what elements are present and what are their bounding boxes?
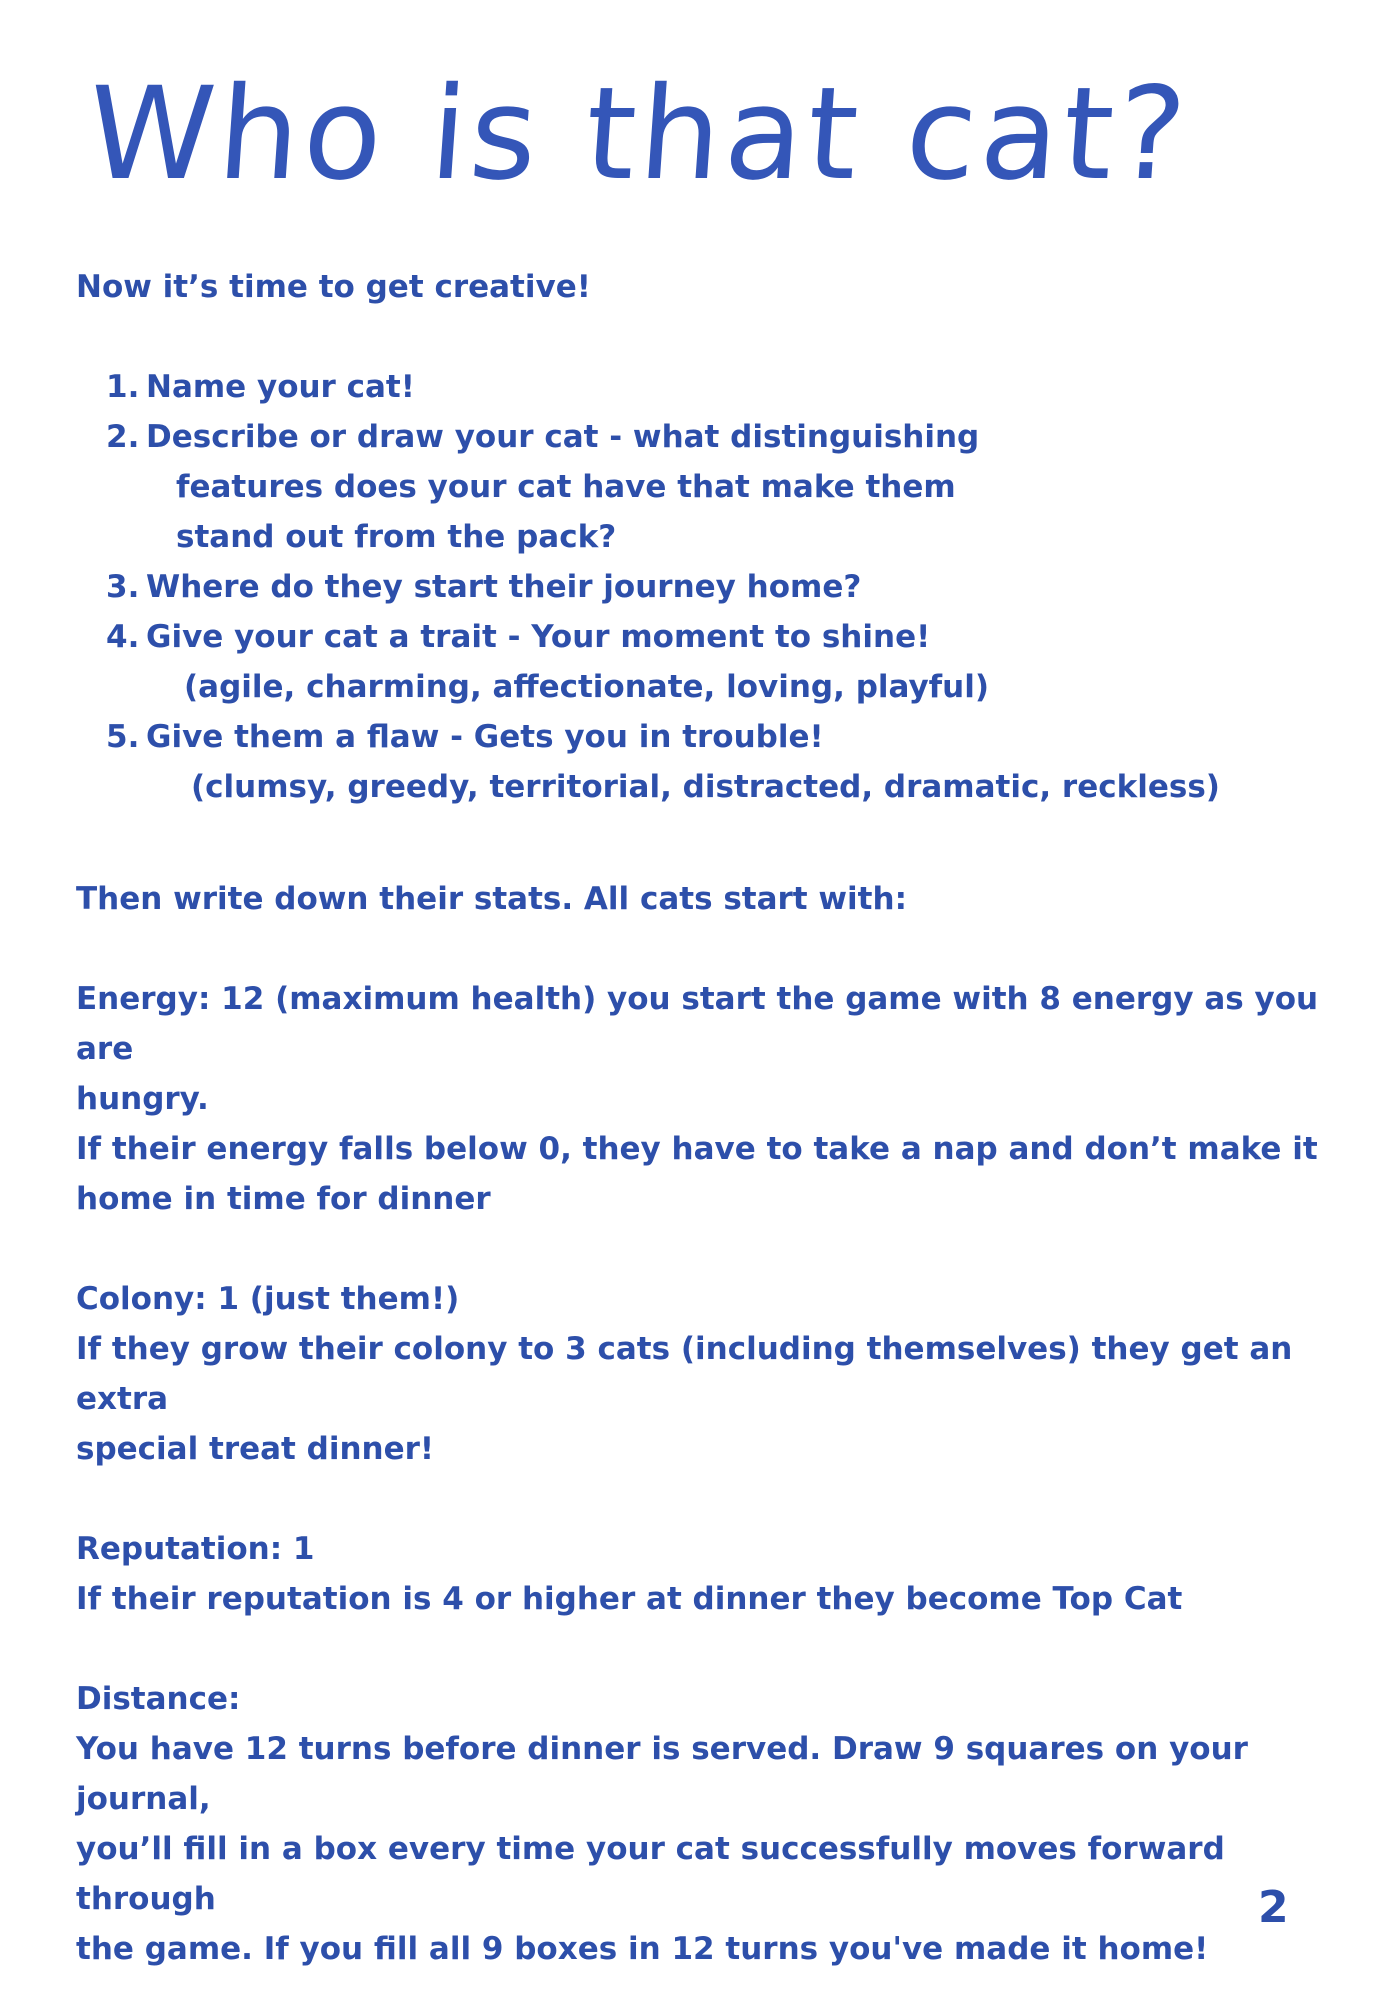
distance-stat (76, 1674, 1336, 1974)
step-text: Where do they start their journey home? (146, 569, 862, 605)
reputation-stat (76, 1524, 1336, 1624)
trait-examples: (agile, charming, affectionate, loving, playful) (184, 669, 990, 705)
energy-heading: Energy: 12 (maximum health) you start the game with 8 energy as you are (76, 981, 1319, 1067)
colony-stat (76, 1274, 1336, 1474)
step-text: Give them a flaw - Gets you in trouble! (146, 719, 824, 755)
distance-text: you’ll fill in a box every time your cat successfully moves forward through (76, 1831, 1225, 1917)
step-text-continued: features does your cat have that make them (176, 469, 956, 505)
energy-stat (76, 974, 1336, 1224)
step-number: 4. (106, 619, 140, 655)
reputation-heading: Reputation: 1 (76, 1531, 315, 1567)
step-number: 2. (106, 419, 140, 455)
colony-text: special treat dinner! (76, 1431, 435, 1467)
step-text: Give your cat a trait - Your moment to shine! (146, 619, 931, 655)
steps-list (76, 362, 1336, 812)
reputation-text: If their reputation is 4 or higher at dinner they become Top Cat (76, 1581, 1183, 1617)
distance-text: You have 12 turns before dinner is served. Draw 9 squares on your journal, (76, 1731, 1248, 1817)
list-item (76, 362, 1336, 412)
distance-heading: Distance: (76, 1681, 241, 1717)
energy-text: If their energy falls below 0, they have to take a nap and don’t make it (76, 1131, 1318, 1167)
list-item (76, 712, 1336, 812)
list-item (76, 612, 1336, 712)
step-text: Describe or draw your cat - what distinguishing (146, 419, 980, 455)
step-number: 3. (106, 569, 140, 605)
instructions-body (76, 262, 1336, 1974)
colony-heading: Colony: 1 (just them!) (76, 1281, 460, 1317)
list-item (76, 412, 1336, 562)
flaw-examples: (clumsy, greedy, territorial, distracted, dramatic, reckless) (191, 769, 1220, 805)
colony-text: If they grow their colony to 3 cats (including themselves) they get an extra (76, 1331, 1293, 1417)
step-number: 1. (106, 369, 140, 405)
page-number: 2 (1258, 1882, 1289, 1933)
step-number: 5. (106, 719, 140, 755)
list-item (76, 562, 1336, 612)
energy-text: home in time for dinner (76, 1181, 491, 1217)
energy-text: hungry. (76, 1081, 209, 1117)
page-title: Who is that cat? (82, 60, 1195, 209)
step-text: Name your cat! (146, 369, 415, 405)
stats-intro: Then write down their stats. All cats start with: (76, 881, 907, 917)
step-text-continued: stand out from the pack? (176, 519, 617, 555)
intro-text: Now it’s time to get creative! (76, 269, 591, 305)
distance-text: the game. If you fill all 9 boxes in 12 turns you've made it home! (76, 1931, 1209, 1967)
